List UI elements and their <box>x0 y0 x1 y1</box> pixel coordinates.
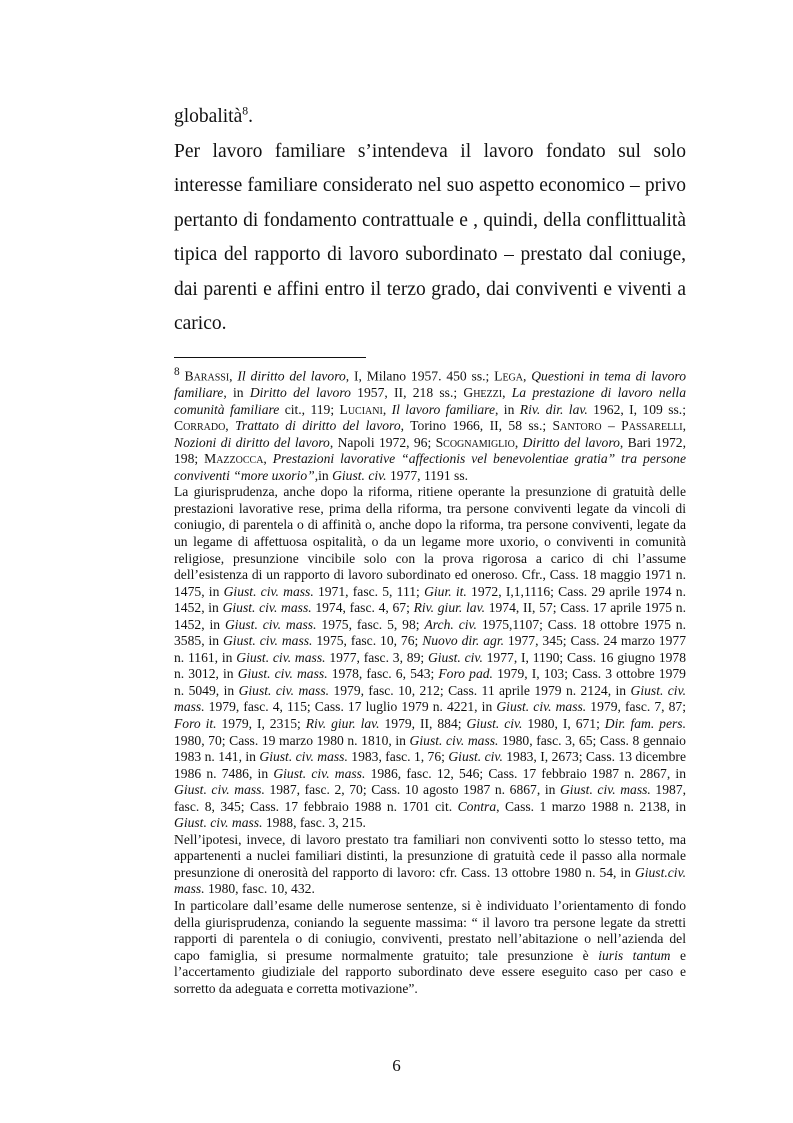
author-name: Corrado <box>174 418 226 434</box>
text-run: , Napoli 1972, 96; <box>329 434 436 450</box>
text-run: , <box>263 451 273 467</box>
italic-run: Arch. civ. <box>424 616 477 632</box>
text-run: 1975,1107; Cass. 18 ottobre 1975 n. 3585, in <box>174 616 686 649</box>
footnote-para-1 <box>174 364 686 484</box>
italic-run: Giust. civ. <box>427 649 483 665</box>
text-run: 1977, fasc. 3, 89; <box>325 649 428 665</box>
italic-run: Giust. civ. mass. <box>224 616 317 632</box>
text-run: , I, Milano 1957. 450 ss.; <box>345 368 495 384</box>
text-run: 1979, I, 103; Cass. 3 ottobre 1979 n. 5049, in <box>174 666 686 698</box>
text-run: 1957, II, 218 ss.; <box>350 385 464 401</box>
italic-run: Giust. civ. mass. <box>174 682 687 715</box>
footnote-para-4 <box>174 898 686 997</box>
text-run: , <box>523 368 532 384</box>
text-run: 1979, II, 884; <box>379 716 467 732</box>
italic-run: Giust. civ. mass. <box>259 749 348 765</box>
text-run: ,in <box>314 467 333 483</box>
italic-run: Giust. civ. mass. <box>174 782 265 798</box>
author-name: Santoro – Passarelli <box>552 418 683 434</box>
italic-run: Giust. civ. mass. <box>237 666 328 682</box>
text-run: 1977, 1191 ss. <box>386 467 469 483</box>
continuation-line <box>174 100 686 135</box>
text-run: , <box>225 418 236 434</box>
text-run: La giurisprudenza, anche dopo la riforma, ritiene operante la presunzione di gratuità delle prestazioni lavorative rese, prima della riforma, tra persone conviventi legate da vincoli di coniugio, di parentela o di affinità o, anche dopo la riforma, tra persone conviventi, legate da un legame di affettuosa ospitalità, o da un legame more uxorio, o conviventi in comunità religiose, presunzione vincibile solo con la prova rigorosa a carico di chi l’assume dell’esistenza di un rapporto di lavoro subordinato ed oneroso. Cfr., Cass. 18 maggio 1971 n. 1475, in <box>174 484 686 599</box>
italic-run: Giust. civ. mass. <box>222 600 312 616</box>
italic-run: Nozioni di diritto del lavoro <box>174 434 330 450</box>
text-run: 1980, 70; Cass. 19 marzo 1980 n. 1810, in <box>174 732 410 748</box>
italic-run: Contra <box>457 798 497 814</box>
italic-run: Giur. it. <box>424 583 467 599</box>
text-run: 1974, II, 57; Cass. 17 aprile 1975 n. 1452, in <box>174 600 686 632</box>
text-run: , <box>382 401 392 417</box>
italic-run: Giust. civ. mass. <box>238 682 330 698</box>
text-run: 1979, fasc. 4, 115; Cass. 17 luglio 1979 n. 4221, in <box>204 699 497 715</box>
author-name: Barassi <box>184 368 230 384</box>
text-run: , <box>514 434 523 450</box>
author-name: Lega <box>494 368 523 384</box>
text-run: 1977, I, 1190; Cass. 16 giugno 1978 n. 3012, in <box>174 649 687 682</box>
italic-run: Giust. civ. mass. <box>273 765 366 781</box>
continuation-end: . <box>248 106 253 127</box>
italic-run: Diritto del lavoro <box>249 385 351 401</box>
footnote-para-2 <box>174 484 686 831</box>
italic-run: Giust. civ. mass. <box>409 732 499 748</box>
text-run: 1978, fasc. 6, 543; <box>327 666 439 682</box>
italic-run: La prestazione di lavoro nella comunità familiare <box>174 385 687 417</box>
text-run: , in <box>223 385 250 401</box>
text-run: 1987, fasc. 2, 70; Cass. 10 agosto 1987 n. 6867, in <box>264 782 560 798</box>
text-run: Nell’ipotesi, invece, di lavoro prestato tra familiari non conviventi sotto lo stesso tetto, ma appartenenti a nuclei familiari distinti, la presunzione di gratuità cede il passo alla normale presunzione di onerosità del rapporto di lavoro: cfr. Cass. 13 ottobre 1980 n. 54, in <box>174 831 686 880</box>
footnote-separator <box>174 357 366 358</box>
italic-run: Trattato di diritto del lavoro <box>235 418 401 434</box>
italic-run: Riv. dir. lav. <box>519 401 588 417</box>
italic-run: Il diritto del lavoro <box>237 368 346 384</box>
text-run: 1975, fasc. 10, 76; <box>312 633 423 649</box>
text-run: 1979, I, 2315; <box>216 716 306 732</box>
main-text <box>174 100 686 342</box>
italic-run: Il lavoro familiare <box>391 401 496 417</box>
text-run: 1988, fasc. 3, 215. <box>262 815 366 831</box>
text-run: 1979, fasc. 7, 87; <box>586 699 687 715</box>
author-name: Mazzocca <box>204 451 264 467</box>
footnote-8 <box>174 364 686 997</box>
text-run: 1983, fasc. 1, 76; <box>347 749 449 765</box>
text-run: , <box>502 385 512 401</box>
italic-run: Nuovo dir. agr. <box>422 633 505 649</box>
italic-run: Giust. civ. mass. <box>174 815 263 831</box>
italic-run: Giust. civ. <box>332 467 387 483</box>
text-run: 1977, 345; Cass. 24 marzo 1977 n. 1161, in <box>174 633 686 665</box>
italic-run: Riv. giur. lav. <box>413 600 486 616</box>
italic-run: Giust. civ. <box>466 716 523 732</box>
italic-run: Diritto del lavoro <box>522 434 620 450</box>
continuation-word: globalità <box>174 106 243 127</box>
italic-run: Giust. civ. <box>448 749 503 765</box>
italic-run: Dir. fam. pers. <box>604 716 686 732</box>
footnote-ref[interactable]: 8 <box>242 104 249 118</box>
text-run: 1972, I,1,1116; Cass. 29 aprile 1974 n. 1452, in <box>174 583 687 616</box>
footnote-number: 8 <box>174 366 180 378</box>
text-run: In particolare dall’esame delle numerose sentenze, si è individuato l’orientamento di fondo della giurisprudenza, coniando la seguente massima: “ il lavoro tra persone legate da stretti rapporti di parentela o di coniugio, conviventi, prestato nell’abitazione o nell’azienda del capo famiglia, si presume normalmente gratuito; tale presunzione è <box>174 898 686 963</box>
italic-run: Questioni in tema di lavoro familiare <box>174 368 686 401</box>
text-run: 1974, fasc. 4, 67; <box>311 600 414 616</box>
italic-run: Giust. civ. mass. <box>223 583 314 599</box>
italic-run: Giust. civ. mass. <box>559 782 651 798</box>
text-run: , in <box>495 401 520 417</box>
italic-run: iuris tantum <box>598 947 671 963</box>
italic-run: Riv. giur. lav. <box>305 716 380 732</box>
italic-run: Giust. civ. mass. <box>236 649 326 665</box>
page-number: 6 <box>392 1056 401 1075</box>
footnote-para-3 <box>174 832 686 898</box>
text-run: , Torino 1966, II, 58 ss.; <box>400 418 553 434</box>
italic-run: Foro pad. <box>438 666 493 682</box>
italic-run: Giust. civ. mass. <box>496 699 587 715</box>
text-run: 1980, fasc. 3, 65; Cass. 8 gennaio 1983 n. 141, in <box>174 732 686 765</box>
text-run: , Cass. 1 marzo 1988 n. 2138, in <box>496 798 686 814</box>
text-run: 1980, fasc. 10, 432. <box>204 881 315 897</box>
text-run: cit., 119; <box>279 401 340 417</box>
italic-run: Foro it. <box>174 716 217 732</box>
author-name: Luciani <box>339 401 383 417</box>
italic-run: Giust. civ. mass. <box>222 633 313 649</box>
author-name: Ghezzi <box>463 385 503 401</box>
text-run: 1979, fasc. 10, 212; Cass. 11 aprile 1979 n. 2124, in <box>329 682 631 698</box>
text-run: e l’accertamento giudiziale del rapporto subordinato deve essere eseguito caso per caso e sorretto da adeguata e corretta motivazione”. <box>174 947 687 996</box>
body-paragraph: Per lavoro familiare s’intendeva il lavoro fondato sul solo interesse familiare considerato nel suo aspetto economico – privo pertanto di fondamento contrattuale e , quindi, della conflittualità tipica del rapporto di lavoro subordinato – prestato dal coniuge, dai parenti e affini entro il terzo grado, dai conviventi e viventi a carico. <box>174 140 686 334</box>
text-run: 1986, fasc. 12, 546; Cass. 17 febbraio 1987 n. 2867, in <box>365 765 686 781</box>
text-run: , Bari 1972, 198; <box>174 434 686 467</box>
text-run: , <box>229 368 238 384</box>
text-run: 1962, I, 109 ss.; <box>587 401 686 417</box>
text-run: 1987, fasc. 8, 345; Cass. 17 febbraio 1988 n. 1701 cit. <box>174 782 687 814</box>
text-run: 1971, fasc. 5, 111; <box>313 583 425 599</box>
italic-run: Giust.civ. mass. <box>174 864 686 897</box>
footnote-para-1-text <box>174 369 686 483</box>
text-run: 1980, I, 671; <box>522 716 605 732</box>
text-run: , <box>682 418 687 434</box>
text-run: 1975, fasc. 5, 98; <box>316 616 425 632</box>
text-run: 1983, I, 2673; Cass. 13 dicembre 1986 n. 7486, in <box>174 749 686 781</box>
italic-run: Prestazioni lavorative “affectionis vel benevolentiae gratia” tra persone conviventi “more uxorio” <box>174 451 686 483</box>
author-name: Scognamiglio <box>435 434 515 450</box>
